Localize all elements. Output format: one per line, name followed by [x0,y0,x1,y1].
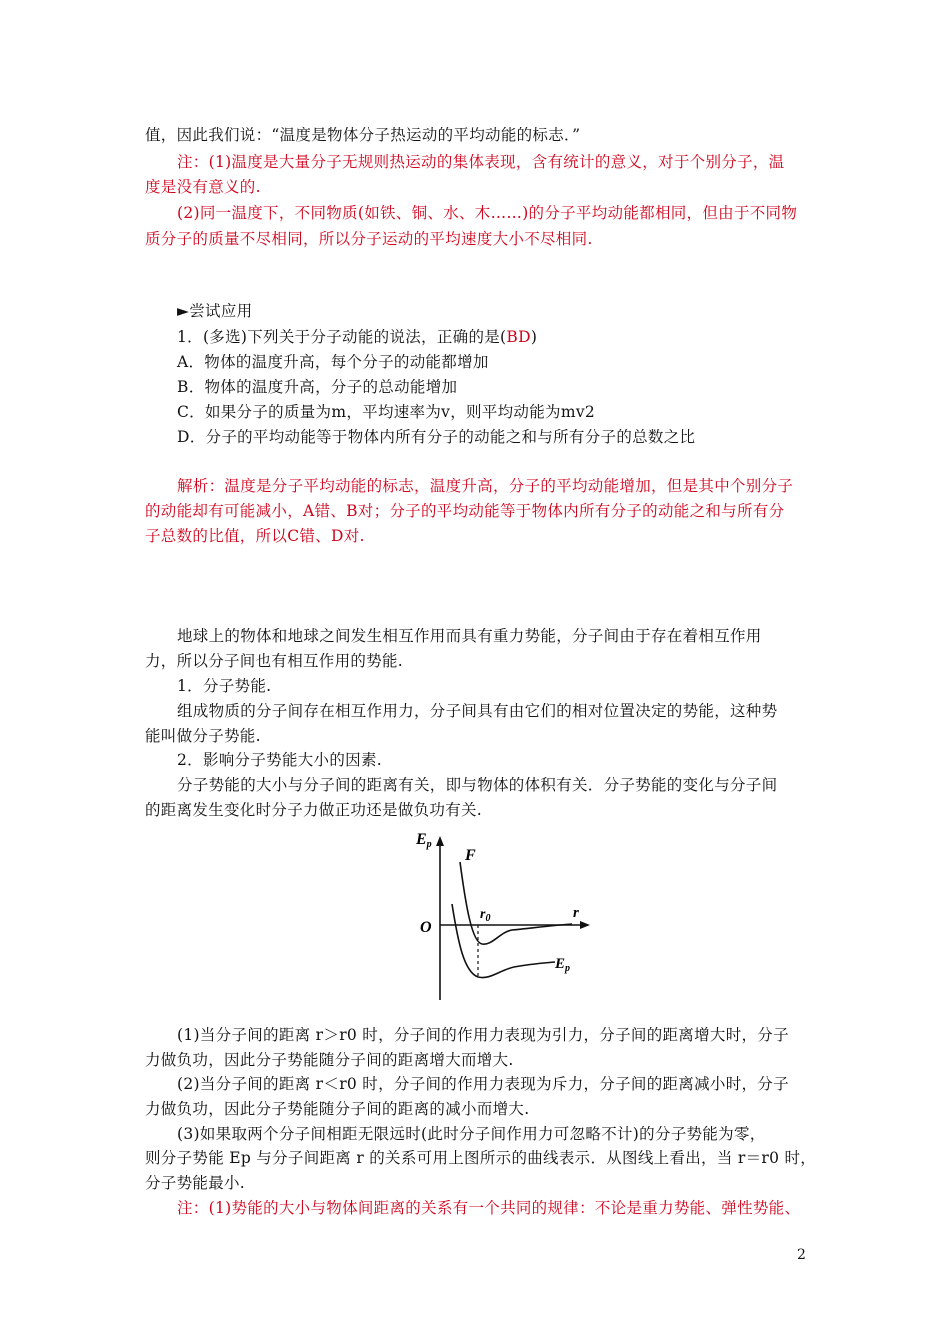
text-line: 分子势能最小. [145,1174,246,1192]
solution-line: 子总数的比值，所以C错、D对. [145,527,365,545]
potential-energy-figure [412,822,594,1002]
ep-axis-label: Ep [416,831,432,850]
option-d: D．分子的平均动能等于物体内所有分子的动能之和与所有分子的总数之比 [177,428,696,446]
text-line: 力做负功，因此分子势能随分子间的距离增大而增大. [145,1051,514,1069]
text-line: (1)当分子间的距离 r＞r0 时，分子间的作用力表现为引力，分子间的距离增大时，分子 [177,1026,789,1044]
text-line: 组成物质的分子间存在相互作用力，分子间具有由它们的相对位置决定的势能，这种势 [177,702,778,720]
text-line: 地球上的物体和地球之间发生相互作用而具有重力势能，分子间由于存在着相互作用 [177,627,762,645]
ep-axis-arrow [436,836,444,846]
text-line: 力做负功，因此分子势能随分子间的距离的减小而增大. [145,1100,530,1118]
answer: BD [506,328,531,346]
note-line [177,1198,842,1218]
text-line: 2．影响分子势能大小的因素. [177,751,382,769]
text-line: 1．分子势能. [177,677,272,695]
note-prefix: 注： [177,1199,209,1217]
note-line: 注：(1)温度是大量分子无规则热运动的集体表现，含有统计的意义，对于个别分子，温 [177,153,785,171]
note-line: 度是没有意义的. [145,178,261,196]
r0-label: $r_0$ [480,907,491,924]
r-axis-label: r [573,905,579,921]
text-line: (2)当分子间的距离 r＜r0 时，分子间的作用力表现为斥力，分子间的距离减小时，分子 [177,1075,789,1093]
ep-curve-label: $E_p$ [555,956,571,974]
r-axis-arrow [580,921,590,929]
text-line: 力，所以分子间也有相互作用的势能. [145,652,404,670]
option-c: C．如果分子的质量为m，平均速率为v，则平均动能为mv2 [177,403,596,421]
f-curve-label: F [465,847,476,864]
question-stem [177,327,842,347]
text-line: 能叫做分子势能. [145,727,261,745]
force-curve [460,862,572,944]
text-line: (3)如果取两个分子间相距无限远时(此时分子间作用力可忽略不计)的分子势能为零， [177,1125,766,1143]
text-line: 分子势能的大小与分子间的距离有关，即与物体的体积有关．分子势能的变化与分子间 [177,776,778,794]
option-a: A．物体的温度升高，每个分子的动能都增加 [177,353,489,371]
solution-line: 的动能却有可能减小，A错、B对；分子的平均动能等于物体内所有分子的动能之和与所有分 [145,502,785,520]
text-line: 值，因此我们说：“温度是物体分子热运动的平均动能的标志．” [145,126,581,144]
note-text: (1)势能的大小与物体间距离的关系有一个共同的规律：不论是重力势能、弹性势能、 [208,1199,801,1217]
question-text: 1．(多选)下列关于分子动能的说法，正确的是( [177,328,507,346]
origin-label: O [420,919,432,936]
section-heading: ►尝试应用 [177,302,253,320]
question-close: ) [530,328,538,346]
note-line: 质分子的质量不尽相同，所以分子运动的平均速度大小不尽相同. [145,230,593,248]
text-line: 的距离发生变化时分子力做正功还是做负功有关. [145,801,483,819]
option-b: B．物体的温度升高，分子的总动能增加 [177,378,458,396]
solution-line: 解析：温度是分子平均动能的标志，温度升高，分子的平均动能增加，但是其中个别分子 [177,477,794,495]
text-line: 则分子势能 Ep 与分子间距离 r 的关系可用上图所示的曲线表示．从图线上看出，当 r＝r0 时， [145,1149,817,1167]
note-line: (2)同一温度下，不同物质(如铁、铜、水、木……)的分子平均动能都相同，但由于不同物 [177,204,798,222]
page-number: 2 [797,1247,806,1263]
ep-curve [452,904,555,978]
